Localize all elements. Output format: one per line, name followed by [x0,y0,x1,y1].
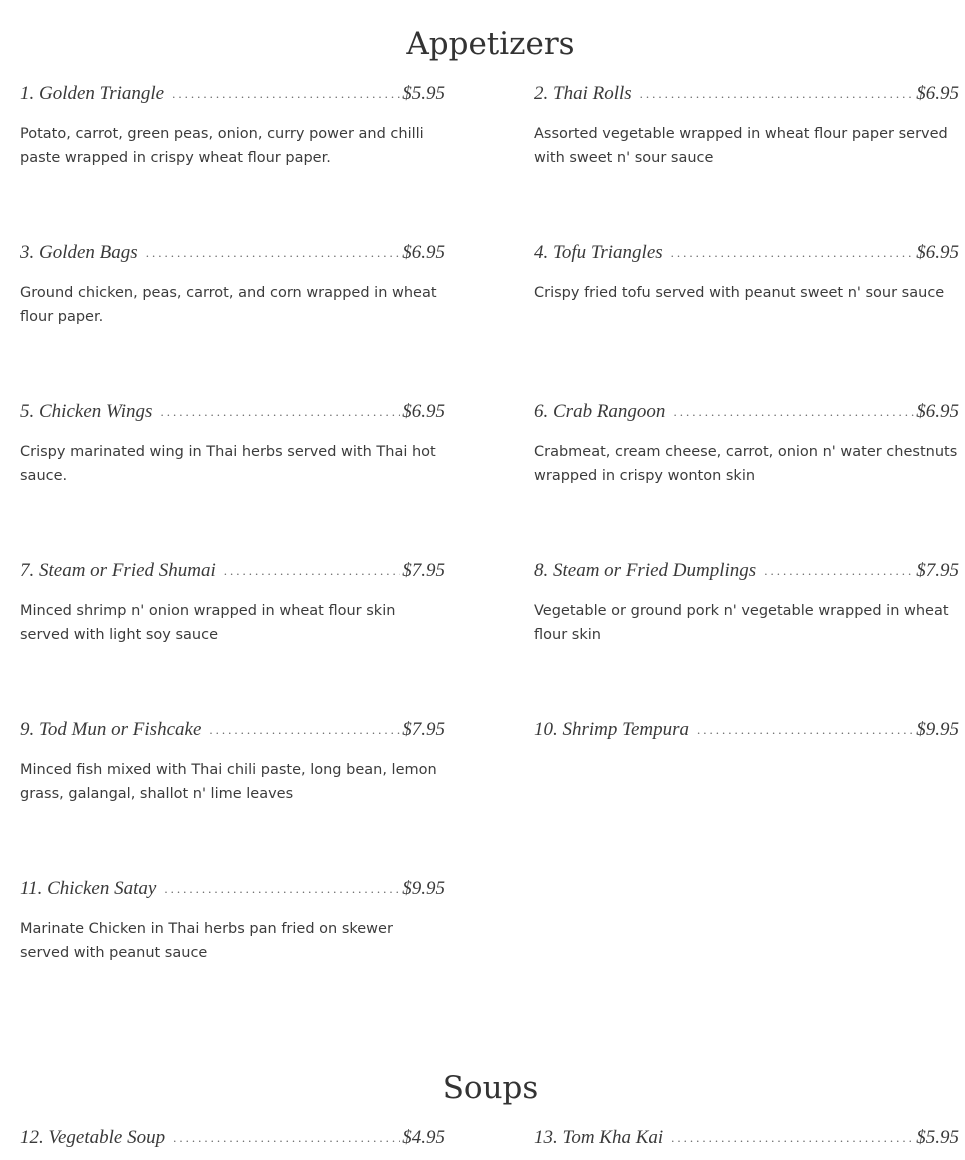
menu-item-description: Vegetable or ground pork n' vegetable wrapped in wheat flour skin [534,603,949,643]
menu-item [20,558,445,647]
menu-item-price: $7.95 [402,560,445,581]
dot-leader [173,1125,400,1151]
section-title-appetizers: Appetizers [406,26,575,62]
menu-item-price: $6.95 [402,401,445,422]
menu-item-header [20,717,445,744]
dot-leader [160,399,400,425]
menu-item [534,240,959,305]
menu-item-price: $4.95 [402,1127,445,1148]
menu-item [534,1125,959,1152]
menu-item-header [534,81,959,108]
menu-item-name: 4. Tofu Triangles [534,242,663,263]
menu-item-description: Minced fish mixed with Thai chili paste, long bean, lemon grass, galangal, shallot n' lime leaves [20,762,437,802]
dot-leader [164,876,400,902]
dot-leader [172,81,400,107]
menu-item-header [20,558,445,585]
menu-item-header [20,876,445,903]
menu-item-header [20,1125,445,1152]
menu-item-name: 7. Steam or Fried Shumai [20,560,216,581]
menu-item-name: 13. Tom Kha Kai [534,1127,664,1148]
menu-item-description: Assorted vegetable wrapped in wheat flour paper served with sweet n' sour sauce [534,126,948,166]
menu-item [20,240,445,329]
dot-leader [209,717,400,743]
menu-item-name: 6. Crab Rangoon [534,401,666,422]
menu-item [20,1125,445,1152]
menu-item-price: $9.95 [916,719,959,740]
menu-item-header [20,240,445,267]
menu-item-price: $5.95 [402,83,445,104]
dot-leader [764,558,914,584]
menu-item-price: $6.95 [402,242,445,263]
menu-item-description: Minced shrimp n' onion wrapped in wheat flour skin served with light soy sauce [20,603,396,643]
menu-item-description: Marinate Chicken in Thai herbs pan fried on skewer served with peanut sauce [20,921,393,961]
dot-leader [640,81,915,107]
menu-item-name: 10. Shrimp Tempura [534,719,690,740]
menu-item [534,399,959,488]
menu-item [534,558,959,647]
menu-item-header [20,81,445,108]
dot-leader [671,240,915,266]
menu-item-name: 12. Vegetable Soup [20,1127,166,1148]
menu-item [20,717,445,806]
menu-item-header [534,1125,959,1152]
menu-item-price: $9.95 [402,878,445,899]
menu-item-name: 5. Chicken Wings [20,401,153,422]
menu-item-header [534,240,959,267]
menu-item-name: 11. Chicken Satay [20,878,157,899]
section-title-soups: Soups [442,1070,539,1106]
menu-item-description: Potato, carrot, green peas, onion, curry power and chilli paste wrapped in crispy wheat flour paper. [20,126,424,166]
menu-item-price: $7.95 [916,560,959,581]
dot-leader [671,1125,914,1151]
menu-item-description: Ground chicken, peas, carrot, and corn wrapped in wheat flour paper. [20,285,437,325]
menu-item-name: 8. Steam or Fried Dumplings [534,560,757,581]
dot-leader [673,399,914,425]
menu-item-price: $5.95 [916,1127,959,1148]
menu-item-name: 3. Golden Bags [20,242,138,263]
menu-item [20,399,445,488]
menu-item-name: 2. Thai Rolls [534,83,632,104]
menu-item-description: Crispy marinated wing in Thai herbs served with Thai hot sauce. [20,444,436,484]
menu-item-price: $7.95 [402,719,445,740]
menu-item-header [20,399,445,426]
menu-item-price: $6.95 [916,242,959,263]
dot-leader [697,717,914,743]
menu-item-header [534,399,959,426]
menu-item [534,81,959,170]
menu-item-description: Crabmeat, cream cheese, carrot, onion n' water chestnuts wrapped in crispy wonton skin [534,444,958,484]
menu-item-header [534,717,959,744]
menu-item-header [534,558,959,585]
menu-item-name: 9. Tod Mun or Fishcake [20,719,202,740]
menu-item-description: Crispy fried tofu served with peanut sweet n' sour sauce [534,285,945,301]
dot-leader [224,558,400,584]
menu-item-name: 1. Golden Triangle [20,83,165,104]
menu-item [534,717,959,744]
menu-item [20,876,445,965]
menu-item-price: $6.95 [916,83,959,104]
menu-item-price: $6.95 [916,401,959,422]
dot-leader [146,240,401,266]
menu-item [20,81,445,170]
